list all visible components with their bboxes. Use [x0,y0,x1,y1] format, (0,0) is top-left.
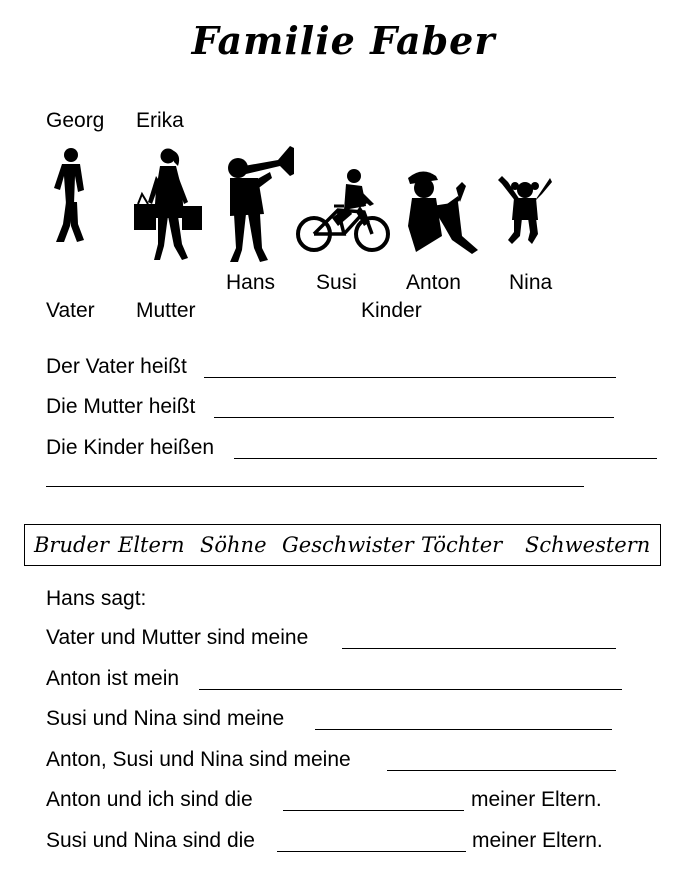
answer-line-sons[interactable] [283,810,464,811]
father-name: Georg [46,109,105,132]
children-sentence: Die Kinder heißen [46,436,215,459]
mother-role: Mutter [136,299,196,322]
sentence-parents: Vater und Mutter sind meine [46,626,309,649]
word-bank [24,524,661,566]
answer-line-children-2[interactable] [46,486,584,487]
mother-sentence: Die Mutter heißt [46,395,196,418]
worksheet-title: Familie Faber [191,18,496,63]
sentence-susi-nina: Susi und Nina sind meine [46,707,285,730]
word-schwestern: Schwestern [525,533,651,557]
girl-jumping-icon [498,174,552,246]
answer-line-susi-nina[interactable] [315,729,612,730]
sentence-daughters-after: meiner Eltern. [472,829,603,852]
father-role: Vater [46,299,95,322]
children-role: Kinder [361,299,422,322]
answer-line-mother[interactable] [214,417,614,418]
girl-bicycle-icon [296,166,392,254]
word-toechter: Töchter [421,533,503,557]
word-bruder: Bruder [34,533,109,557]
answer-line-anton[interactable] [199,689,622,690]
child-name-hans: Hans [226,271,276,294]
sentence-daughters-before: Susi und Nina sind die [46,829,255,852]
answer-line-children[interactable] [234,458,657,459]
woman-shopping-icon [130,146,208,264]
sentence-sons-before: Anton und ich sind die [46,788,253,811]
answer-line-daughters[interactable] [277,851,466,852]
sentence-sons-after: meiner Eltern. [471,788,602,811]
father-sentence: Der Vater heißt [46,355,187,378]
man-walking-icon [44,146,92,246]
boy-sitting-icon [402,166,482,256]
answer-line-siblings[interactable] [387,770,616,771]
mother-name: Erika [136,109,184,132]
child-name-nina: Nina [509,271,553,294]
word-soehne: Söhne [200,533,267,557]
word-geschwister: Geschwister [282,533,414,557]
sentence-anton: Anton ist mein [46,667,180,690]
hans-says-label: Hans sagt: [46,587,147,610]
boy-trumpet-icon [222,140,296,264]
answer-line-parents[interactable] [342,648,616,649]
sentence-siblings: Anton, Susi und Nina sind meine [46,748,351,771]
word-eltern: Eltern [118,533,185,557]
answer-line-father[interactable] [204,377,616,378]
child-name-anton: Anton [406,271,461,294]
child-name-susi: Susi [316,271,357,294]
